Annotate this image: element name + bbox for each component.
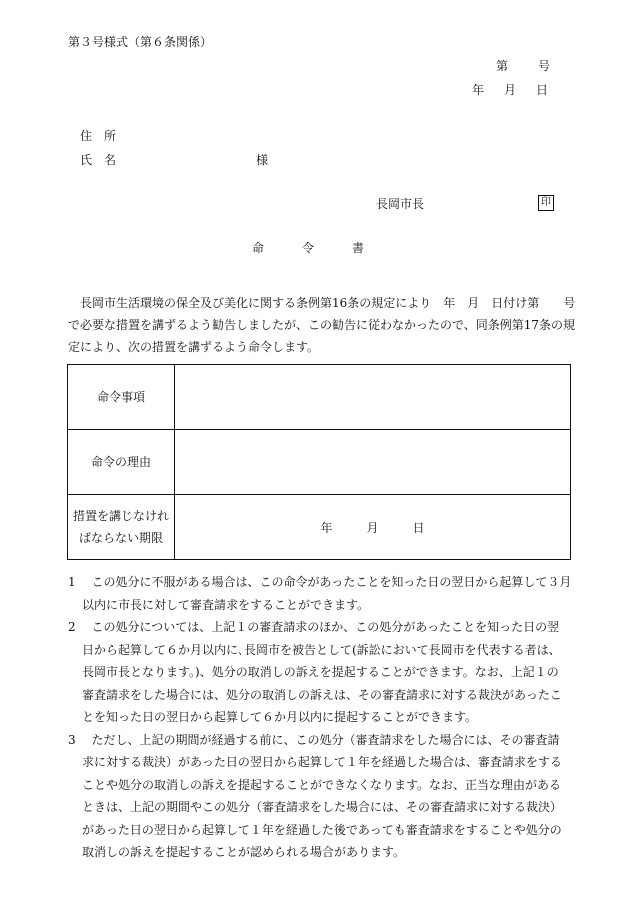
year-label: 年 — [472, 83, 485, 97]
deadline-label — [68, 495, 175, 560]
order-reason-field[interactable] — [175, 430, 571, 495]
issue-date — [472, 84, 548, 96]
note-line: ときは、上記の期間やこの処分（審査請求をした場合には、その審査請求に対する裁決） — [82, 800, 563, 814]
name-label: 氏 名 — [80, 153, 117, 167]
table-row — [68, 495, 571, 560]
note-line: 審査請求をした場合には、処分の取消しの訴えは、その審査請求に対する裁決があったこ — [82, 687, 562, 702]
order-reason-label: 命令の理由 — [68, 430, 175, 495]
document-title — [252, 242, 364, 254]
month-label: 月 — [504, 83, 517, 97]
note-line: があった日の翌日から起算して１年を経過した後であっても審査請求をすることや処分の — [82, 822, 562, 837]
note-line: 以内に市長に対して審査請求をすることができます。 — [82, 597, 370, 612]
number-prefix: 第 — [496, 59, 509, 73]
month-label: 月 — [366, 520, 379, 535]
deadline-label-line: 措置を講じなけれ — [72, 509, 169, 523]
day-label: 日 — [412, 520, 425, 535]
day-label: 日 — [536, 83, 549, 97]
deadline-date-field[interactable] — [175, 495, 571, 560]
deadline-label-line: ばならない期限 — [78, 531, 163, 545]
note-line: 2 この処分については、上記１の審査請求のほか、この処分があったことを知った日の翌 — [68, 620, 560, 634]
order-items-label: 命令事項 — [68, 365, 175, 430]
title-char: 書 — [352, 241, 365, 255]
title-char: 令 — [302, 241, 315, 255]
note-line: 取消しの訴えを提起することが認められる場合があります。 — [82, 845, 406, 859]
title-char: 命 — [252, 241, 265, 255]
notes-section — [68, 571, 573, 864]
order-items-field[interactable] — [175, 365, 571, 430]
note-line: とを知った日の翌日から起算して６か月以内に提起することができます。 — [82, 710, 478, 724]
note-line: 長岡市長となります。)、処分の取消しの訴えを提起することができます。なお、上記１の — [82, 665, 559, 679]
note-line: 3 ただし、上記の期間が経過する前に、この処分（審査請求をした場合には、その審査請 — [68, 732, 560, 747]
note-line: 1 この処分に不服がある場合は、この命令があったことを知った日の翌日から起算して３月 — [68, 575, 572, 589]
body-line: で必要な措置を講ずるよう勧告しましたが、この勧告に従わなかったので、同条例第17条の規 — [68, 318, 576, 332]
note-line: ことや処分の取消しの訴えを提起することができなくなります。なお、正当な理由がある — [82, 777, 562, 792]
note-item — [68, 616, 573, 729]
number-suffix: 号 — [538, 59, 551, 73]
honorific: 様 — [256, 153, 269, 167]
note-line: 求に対する裁決）があった日の翌日から起算して１年を経過した場合は、審査請求をする — [82, 755, 562, 769]
table-row — [68, 365, 571, 430]
year-label: 年 — [320, 520, 333, 535]
body-line: 長岡市生活環境の保全及び美化に関する条例第16条の規定により 年 月 日付け第 号 — [68, 296, 576, 310]
form-label: 第３号様式（第６条関係） — [68, 35, 213, 49]
seal-mark: 印 — [538, 195, 554, 211]
body-line: 定により、次の措置を講ずるよう命令します。 — [68, 340, 320, 354]
issuer-label: 長岡市長 — [376, 197, 425, 211]
order-table — [67, 364, 571, 560]
address-label: 住 所 — [80, 129, 117, 143]
order-body — [68, 292, 576, 358]
table-row — [68, 430, 571, 495]
note-line: 日から起算して６か月以内に､長岡市を被告として(訴訟において長岡市を代表する者は、 — [82, 642, 561, 657]
note-item — [68, 729, 573, 864]
document-number — [496, 60, 550, 72]
note-item — [68, 571, 573, 616]
